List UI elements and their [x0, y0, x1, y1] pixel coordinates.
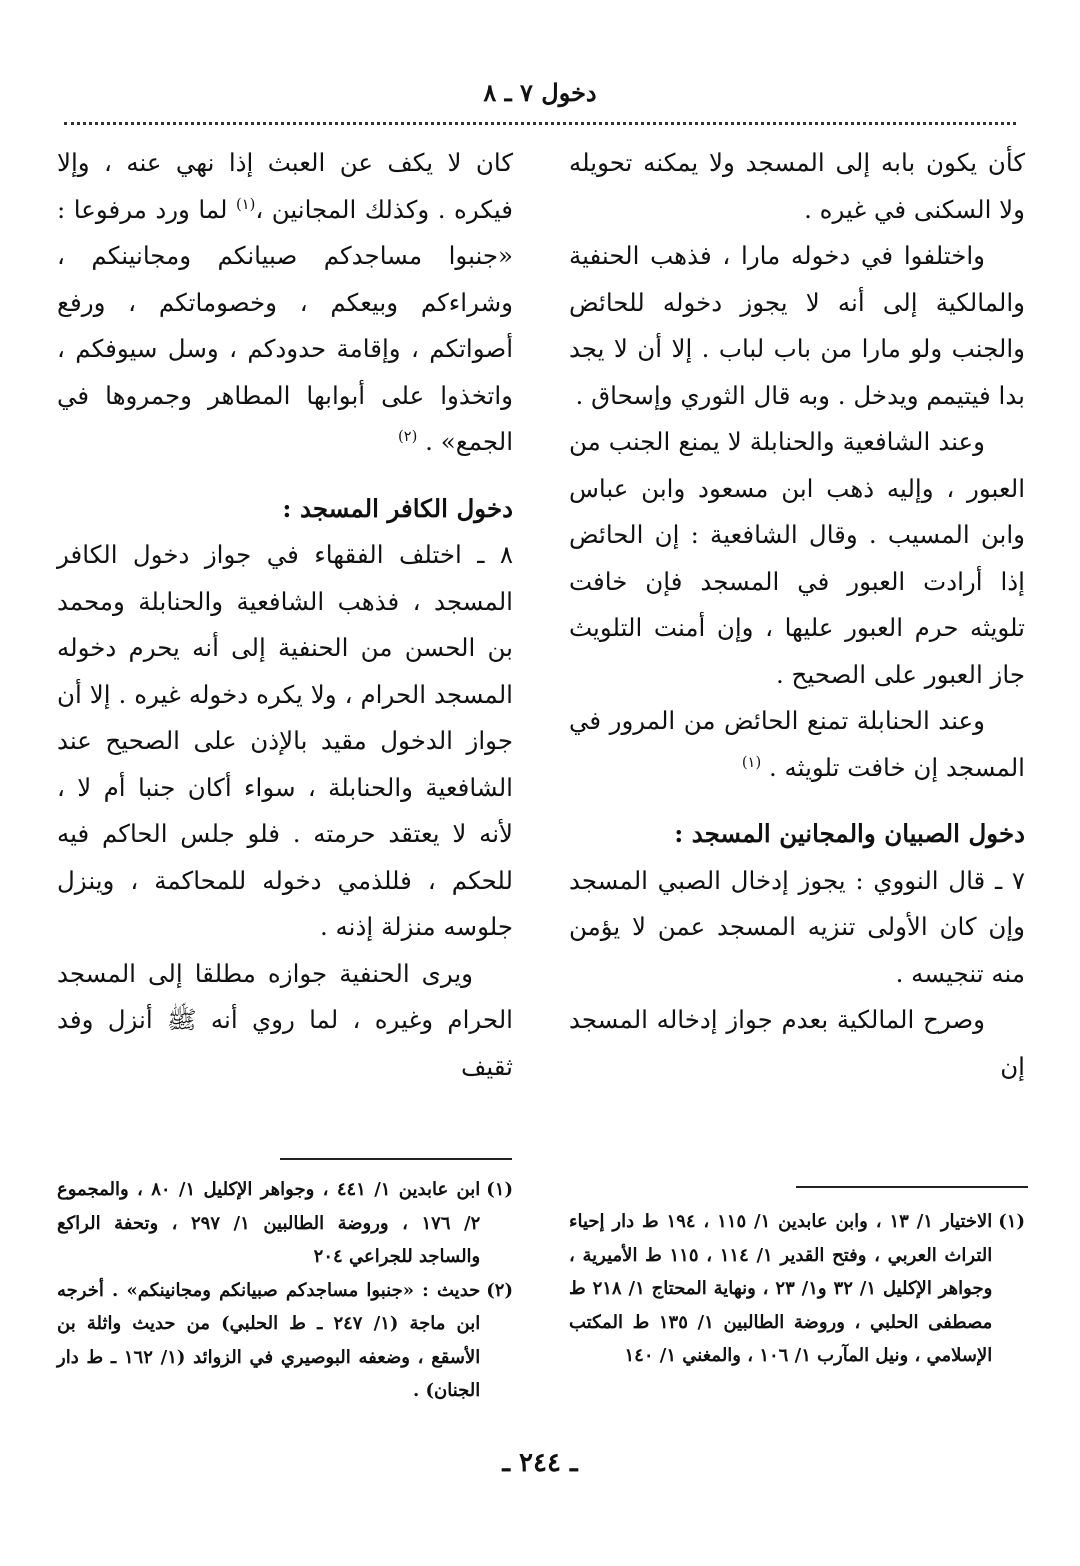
footnote-rule-right — [796, 1186, 1028, 1188]
footnote-text: ابن عابدين ١/ ٤٤١ ، وجواهر الإكليل ١/ ٨٠ ، والمجموع ٢/ ١٧٦ ، وروضة الطالبين ١/ ٢٩٧ ، وتحفة الراكع والساجد للجراعي ٢٠٤ — [57, 1179, 481, 1267]
footnote — [57, 1274, 513, 1408]
page-number: ـ ٢٤٤ ـ — [502, 1448, 578, 1478]
right-paragraph-3: وعند الشافعية والحنابلة لا يمنع الجنب من العبور ، وإليه ذهب ابن مسعود وابن عباس وابن المسيب . وقال الشافعية : إن الحائض إذا أرادت العبور في المسجد فإن خافت تلويثه حرم العبور عليها ، وإن أمنت التلويث جاز العبور على الصحيح . — [569, 427, 1025, 689]
left-paragraph-1-text-a: كان لا يكف عن العبث إذا نهي عنه ، وإلا فيكره . وكذلك المجانين ، — [57, 148, 513, 224]
footnote-text: حديث : «جنبوا مساجدكم صبيانكم ومجانينكم» . أخرجه ابن ماجة (١/ ٢٤٧ ـ ط الحلبي) من حديث واثلة بن الأسقع ، وضعفه البوصيري في الزوائد (١/ ١٦٢ ـ ط دار الجنان) . — [57, 1279, 481, 1401]
left-paragraph-3: ويرى الحنفية جوازه مطلقا إلى المسجد الحرام وغيره ، لما روي أنه ﷺ أنزل وفد ثقيف — [57, 958, 513, 1081]
right-paragraph-4 — [569, 698, 1025, 791]
footnotes-left — [57, 1173, 513, 1408]
right-paragraph-1: كأن يكون بابه إلى المسجد ولا يمكنه تحويله ولا السكنى في غيره . — [569, 148, 1025, 224]
section-heading-children: دخول الصبيان والمجانين المسجد : — [674, 819, 1025, 848]
left-column — [57, 140, 513, 1090]
footnote — [57, 1173, 513, 1274]
right-paragraph-6: وصرح المالكية بعدم جواز إدخاله المسجد إن — [569, 1005, 1025, 1081]
footnote-mark: (١) — [998, 1211, 1025, 1232]
right-column — [569, 140, 1025, 1090]
footnote-mark: (١) — [486, 1179, 513, 1200]
left-paragraph-1-text-b: لما ورد مرفوعا : «جنبوا مساجدكم صبيانكم ومجانينكم ، وشراءكم وبيعكم ، وخصوماتكم ، ورفع أصواتكم ، وإقامة حدودكم ، وسل سيوفكم ، واتخذوا على أبوابها المطاهر وجمروها في الجمع» . — [57, 194, 513, 456]
right-paragraph-5: ٧ ـ قال النووي : يجوز إدخال الصبي المسجد وإن كان الأولى تنزيه المسجد عمن لا يؤمن منه تنجيسه . — [569, 865, 1025, 988]
footnote-mark: (٢) — [486, 1279, 513, 1301]
left-paragraph-2: ٨ ـ اختلف الفقهاء في جواز دخول الكافر المسجد ، فذهب الشافعية والحنابلة ومحمد بن الحسن من الحنفية إلى أنه يحرم دخوله المسجد الحرام ، ولا يكره دخوله غيره . إلا أن جواز الدخول مقيد بالإذن على الصحيح عند الشافعية والحنابلة ، سواء أكان جنبا أم لا ، لأنه لا يعتقد حرمته . فلو جلس الحاكم فيه للحكم ، فللذمي دخوله للمحاكمة ، وينزل جلوسه منزلة إذنه . — [57, 540, 513, 941]
footnote-text: الاختيار ١/ ١٣ ، وابن عابدين ١/ ١١٥ ، ١٩٤ ط دار إحياء التراث العربي ، وفتح القدير ١/ ١١٤ ، ١١٥ ط الأميرية ، وجواهر الإكليل ١/ ٣٢ و١/ ٢٣ ، ونهاية المحتاج ١/ ٢١٨ ط مصطفى الحلبي ، وروضة الطالبين ١/ ١٣٥ ط المكتب الإسلامي ، ونيل المآرب ١/ ١٠٦ ، والمغني ١/ ١٤٠ — [569, 1211, 993, 1366]
footnote-ref: (٢) — [397, 427, 418, 445]
running-header: دخول ٧ ـ ٨ — [483, 78, 597, 107]
left-paragraph-1 — [57, 140, 513, 466]
right-paragraph-4-text: وعند الحنابلة تمنع الحائض من المرور في المسجد إن خافت تلويثه . — [569, 706, 1025, 782]
footnote — [569, 1205, 1025, 1373]
footnote-rule-left — [280, 1158, 512, 1160]
footnote-ref: (١) — [235, 195, 256, 213]
section-heading-disbeliever: دخول الكافر المسجد : — [282, 493, 513, 523]
footnotes-right — [569, 1205, 1025, 1373]
header-dotted-rule — [64, 122, 1016, 125]
right-paragraph-2: واختلفوا في دخوله مارا ، فذهب الحنفية والمالكية إلى أنه لا يجوز دخوله للحائض والجنب ولو مارا من باب لباب . إلا أن لا يجد بدا فيتيمم ويدخل . وبه قال الثوري وإسحاق . — [569, 241, 1025, 410]
footnote-ref: (١) — [741, 753, 762, 771]
